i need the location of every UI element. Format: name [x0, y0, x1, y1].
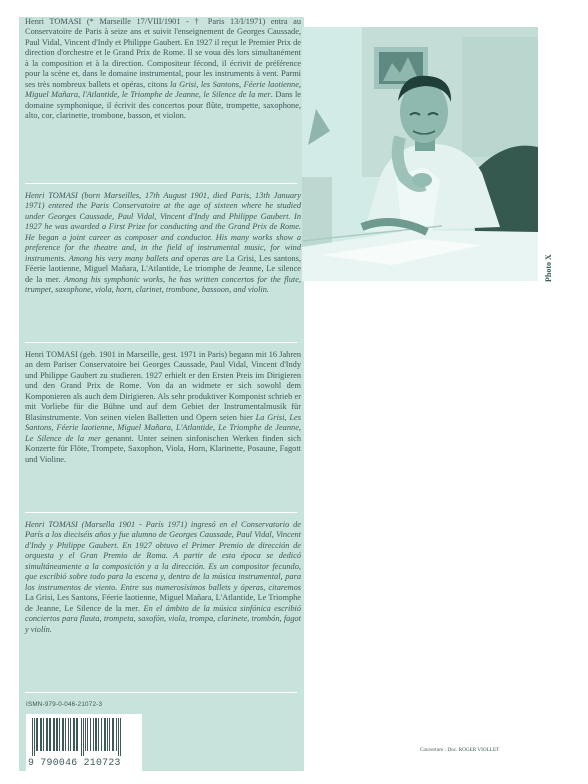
- bio-spanish-works: La Grisi, Les Santons, Féerie laotienne, Miguel Mañara, L'Atlantide, Le Triomphe de Jeanne, Le Silence de la mer: [25, 593, 301, 613]
- bio-english-text-end: . Among his symphonic works, he has written concertos for the flute, trumpet, saxophone, viola, horn, clarinet, trombone, bassoon, and violin.: [25, 274, 301, 295]
- section-divider: [25, 342, 297, 343]
- photo-credit: Photo X: [544, 254, 553, 282]
- composer-photo: [302, 27, 538, 281]
- section-divider: [25, 512, 297, 513]
- bio-spanish-text: Henri TOMASI (Marsella 1901 - París 1971) ingresó en el Conservatorio de París a los dieciséis años y fue alumno de Georges Caussade, Paul Vidal, Vincent d'Indy y Philippe Gaubert. En 1927 obtuvo el Primer Premio de dirección de orquesta y el Gran Premio de Roma. A partir de esta época se dedicó simultáneamente a la composición y a la dirección. Es un compositor fecundo, que escribió sobre todo para la escena y, dentro de la música instrumental, para los instrumentos de viento. Entre sus numerosísimos ballets y óperas, citaremos: [25, 520, 301, 592]
- cover-credit: Couverture : Doc. ROGER VIOLLET: [420, 747, 500, 753]
- biography-panel: [19, 17, 304, 771]
- barcode: [26, 714, 142, 772]
- bio-english-text: Henri TOMASI (born Marseilles, 17th August 1901, died Paris, 13th January 1971) entered the Paris Conservatoire at the age of sixteen where he studied under Georges Caussade, Paul Vidal, Vincent d'Indy and Philippe Gaubert. In 1927 he was awarded a First Prize for conducting and the Grand Prix de Rome. He began a joint career as composer and conductor. His many works show a preference for the theatre and, in the field of instrumental music, for wind instruments. Among his very many ballets and operas are: [25, 191, 301, 263]
- bio-german-text: Henri TOMASI (geb. 1901 in Marseille, gest. 1971 in Paris) begann mit 16 Jahren an dem Pariser Conservatoire bei Georges Caussade, Paul Vidal, Vincent d'Indy und Philippe Gaubert zu studieren. 1927 erhielt er den Ersten Preis im Dirigieren und den Grand Prix de Rome. Von da an widmete er sich sowohl dem Komponieren als auch dem Dirigieren. Als sehr produktiver Komponist schrieb er mit Vorliebe für die Bühne und auf dem Gebiet der Instrumentalmusik für Blasinstrumente. Von seinen vielen Balletten und Opern seien hier: [25, 350, 301, 422]
- bio-german-text-end: genannt. Unter seinen sinfonischen Werken finden sich Konzerte für Flöte, Trompete, Saxophon, Viola, Horn, Klarinette, Posaune, Fagott und Violine.: [25, 433, 301, 464]
- bio-english-works: La Grisi, Les santons, Féerie laotienne, Miguel Mañara, L'Atlantide, Le triomphe de Jeanne, Le silence de la mer: [25, 253, 301, 284]
- bio-french: [25, 17, 301, 122]
- bio-spanish-text-end: . En el ámbito de la música sinfónica escribió conciertos para flauta, trompeta, saxofón, viola, trompa, clarinete, trombón, fagot y violín.: [25, 603, 302, 634]
- section-divider: [25, 692, 297, 693]
- bio-french-text-end: . Dans le domaine symphonique, il écrivit des concertos pour flûte, trompette, saxophone, alto, cor, clarinette, trombone, basson, et violon.: [25, 90, 301, 121]
- bio-english: [25, 191, 301, 296]
- barcode-number: 9 790046 210723: [28, 757, 121, 768]
- bio-french-text: Henri TOMASI (* Marseille 17/VIII/1901 - † Paris 13/I/1971) entra au Conservatoire de Paris à seize ans et suivit l'enseignement de Georges Caussade, Paul Vidal, Vincent d'Indy et Philippe Gaubert. En 1927 il reçut le Premier Prix de direction d'orchestre et le Grand Prix de Rome. Il se voua dès lors simultanément à la composition et à la direction. Compositeur fécond, il écrivit de préférence pour la scène et, dans le domaine instrumental, pour les instruments à vent. Parmi ses très nombreux ballets et opéras, citons: [25, 17, 301, 89]
- bio-german-works: La Grisi, Les Santons, Féerie laotienne, Miguel Mañara, L'Atlantide, Le Triomphe de Jeanne, Le Silence de la mer: [25, 412, 301, 443]
- bio-french-works: la Grisi, les Santons, Féerie laotienne, Miguel Mañara, l'Atlantide, le Triomphe de Jeanne, le Silence de la mer: [25, 79, 301, 100]
- bio-spanish: [25, 520, 301, 635]
- bio-german: [25, 350, 301, 465]
- section-divider: [25, 183, 297, 184]
- barcode-bars: [30, 718, 138, 756]
- portrait-image: [302, 27, 538, 281]
- ismn-code: ISMN-979-0-046-21072-3: [26, 701, 103, 708]
